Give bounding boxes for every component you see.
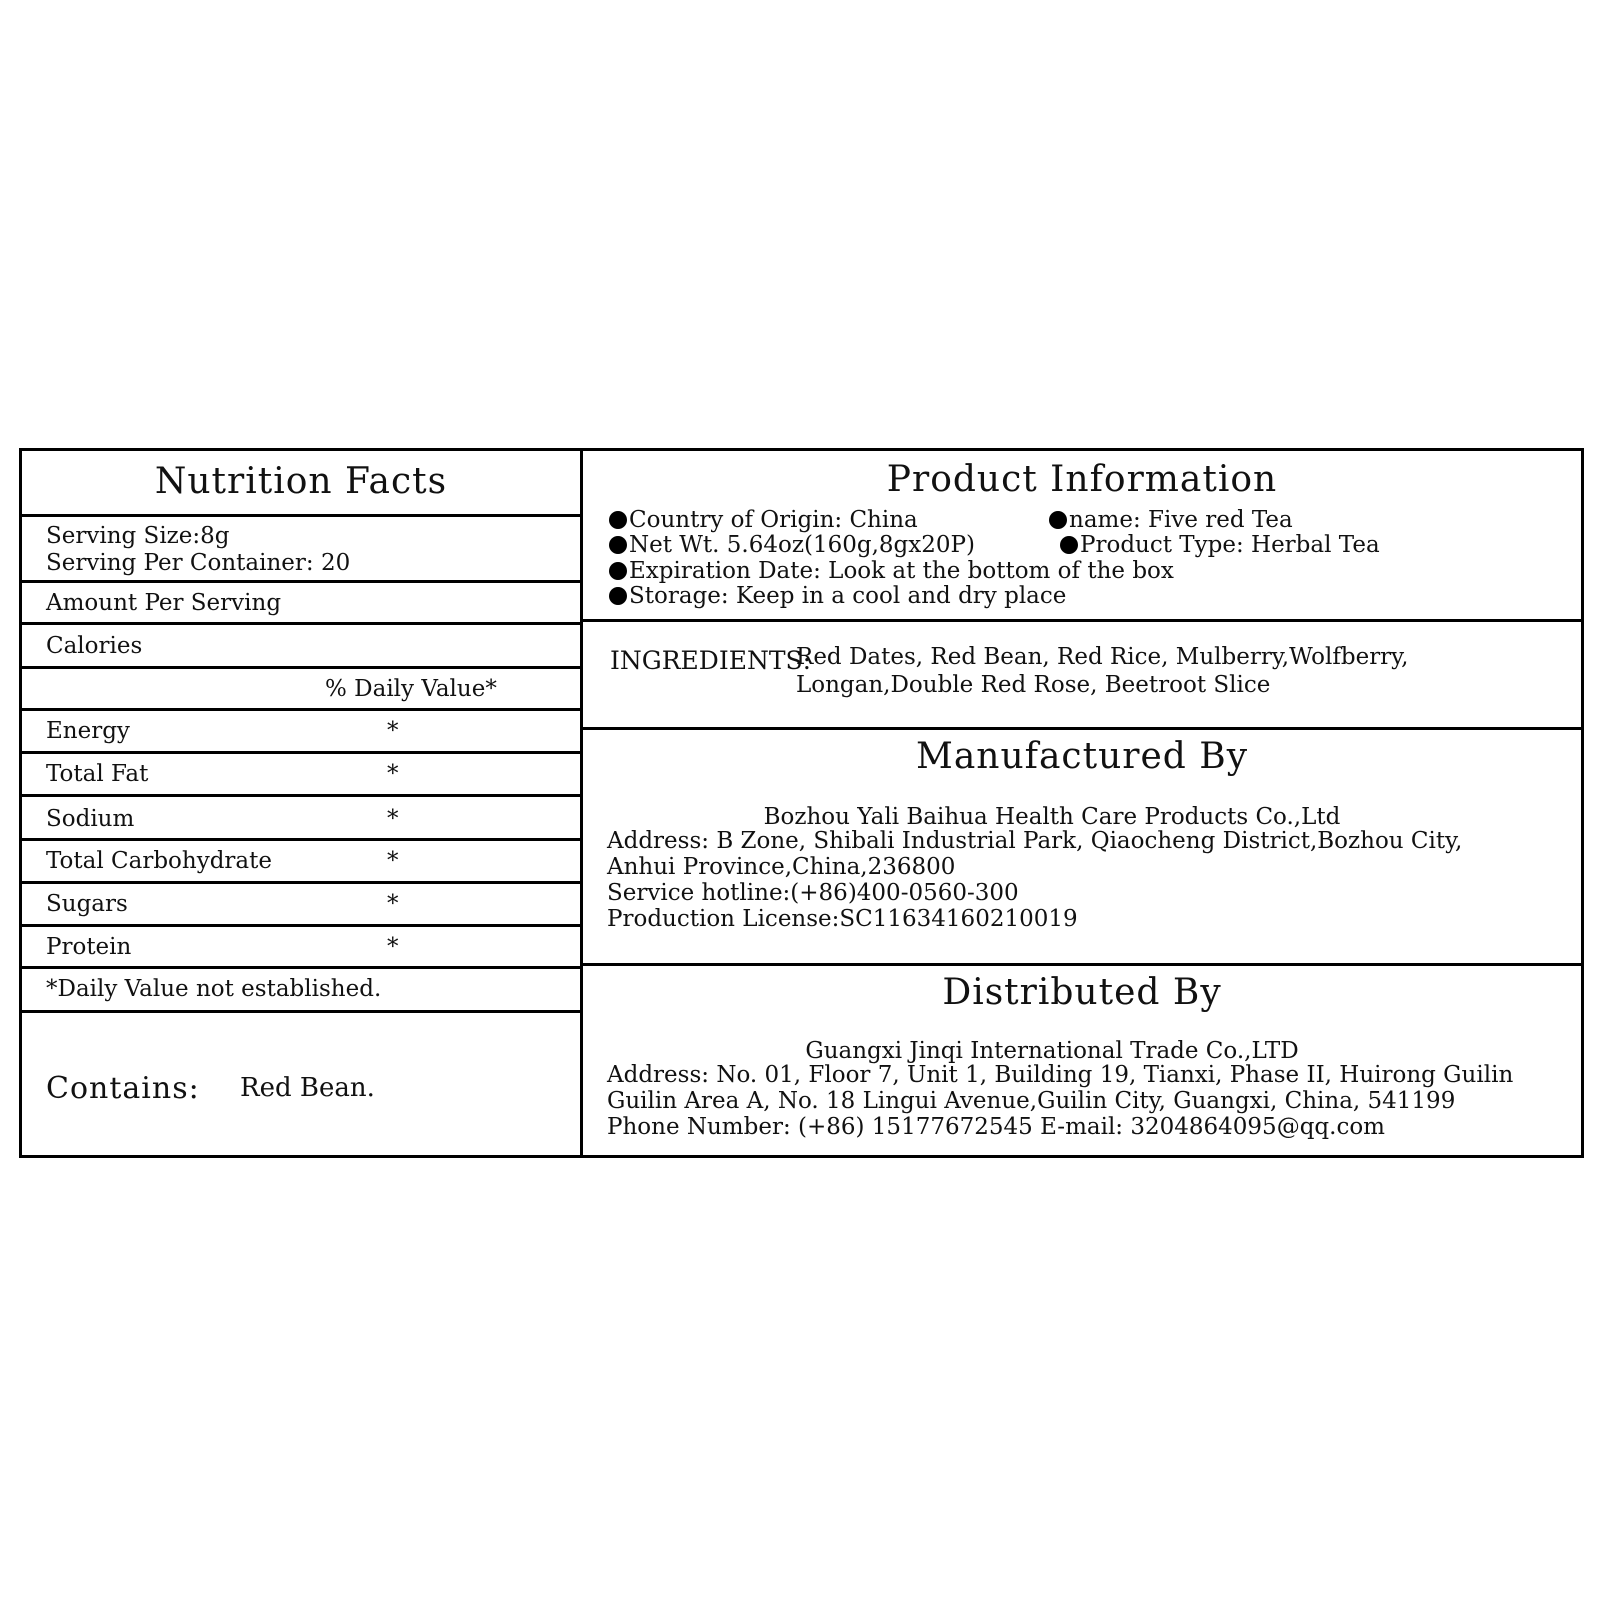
product-label xyxy=(19,448,1584,1158)
nutrient-name: Protein xyxy=(46,934,132,960)
bullet-icon xyxy=(609,587,627,605)
nutrition-facts-title: Nutrition Facts xyxy=(22,451,580,517)
production-license: Production License:SC11634160210019 xyxy=(607,906,1078,932)
nutrient-name: Total Fat xyxy=(46,761,149,787)
nutrient-value: * xyxy=(387,934,399,960)
daily-value-footnote: *Daily Value not established. xyxy=(22,969,580,1013)
ingredients-line-2: Longan,Double Red Rose, Beetroot Slice xyxy=(796,672,1271,698)
calories-label: Calories xyxy=(22,625,580,669)
contains-value: Red Bean. xyxy=(240,1073,375,1103)
bullet-icon xyxy=(609,511,627,529)
bullet-icon xyxy=(609,536,627,554)
ingredients-label: INGREDIENTS: xyxy=(610,646,812,675)
manufacturer-section xyxy=(583,730,1581,966)
allergen-contains xyxy=(22,1013,580,1158)
nutrient-name: Energy xyxy=(46,718,130,744)
serving-info xyxy=(22,517,580,583)
service-hotline: Service hotline:(+86)400-0560-300 xyxy=(607,880,1019,906)
amount-per-serving: Amount Per Serving xyxy=(22,583,580,625)
bullet-icon xyxy=(609,562,627,580)
manufacturer-address-1: Address: B Zone, Shibali Industrial Park, Qiaocheng District,Bozhou City, xyxy=(607,828,1463,854)
manufacturer-address-2: Anhui Province,China,236800 xyxy=(607,854,956,880)
nutrient-name: Total Carbohydrate xyxy=(46,848,272,874)
product-type-text: Product Type: Herbal Tea xyxy=(1080,532,1380,558)
country-text: Country of Origin: China xyxy=(629,507,918,533)
distributor-address-1: Address: No. 01, Floor 7, Unit 1, Building 19, Tianxi, Phase II, Huirong Guilin xyxy=(607,1062,1514,1088)
serving-size: Serving Size:8g xyxy=(46,523,230,549)
manufacturer-title: Manufactured By xyxy=(915,736,1249,777)
nutrient-value: * xyxy=(387,806,399,832)
country-of-origin xyxy=(609,507,918,533)
nutrition-facts-panel xyxy=(22,451,583,1155)
product-name xyxy=(1049,507,1293,533)
nutrient-name: Sodium xyxy=(46,806,135,832)
distributor-company: Guangxi Jinqi International Trade Co.,LTD xyxy=(805,1038,1299,1064)
storage xyxy=(609,583,1066,609)
bullet-icon xyxy=(1060,536,1078,554)
contains-label: Contains: xyxy=(46,1071,200,1106)
distributor-title: Distributed By xyxy=(942,972,1222,1013)
serving-per-container: Serving Per Container: 20 xyxy=(46,550,351,576)
product-type xyxy=(1060,532,1380,558)
nutrient-name: Sugars xyxy=(46,891,128,917)
nutrient-row xyxy=(22,711,580,754)
distributor-contact: Phone Number: (+86) 15177672545 E-mail: 3204864095@qq.com xyxy=(607,1114,1385,1140)
storage-text: Storage: Keep in a cool and dry place xyxy=(629,583,1067,609)
nutrient-value: * xyxy=(387,718,399,744)
distributor-address-2: Guilin Area A, No. 18 Lingui Avenue,Guilin City, Guangxi, China, 541199 xyxy=(607,1088,1456,1114)
nutrient-value: * xyxy=(387,891,399,917)
bullet-icon xyxy=(1049,511,1067,529)
nutrient-row xyxy=(22,927,580,969)
nutrient-row xyxy=(22,754,580,797)
ingredients-line-1: Red Dates, Red Bean, Red Rice, Mulberry,Wolfberry, xyxy=(796,644,1409,670)
manufacturer-company: Bozhou Yali Baihua Health Care Products Co.,Ltd xyxy=(763,804,1341,830)
daily-value-header xyxy=(22,669,580,711)
nutrient-row xyxy=(22,797,580,841)
info-panel xyxy=(583,451,1581,1155)
product-information-section xyxy=(583,451,1581,622)
net-weight xyxy=(609,532,975,558)
expiration-text: Expiration Date: Look at the bottom of the box xyxy=(629,558,1174,584)
expiration-date xyxy=(609,558,1174,584)
nutrient-value: * xyxy=(387,848,399,874)
nutrient-row xyxy=(22,841,580,884)
ingredients-section xyxy=(583,622,1581,730)
product-information-title: Product Information xyxy=(886,459,1278,500)
product-name-text: name: Five red Tea xyxy=(1069,507,1293,533)
distributor-section xyxy=(583,966,1581,1158)
daily-value-label: % Daily Value* xyxy=(325,676,497,702)
net-weight-text: Net Wt. 5.64oz(160g,8gx20P) xyxy=(629,532,975,558)
nutrient-row xyxy=(22,884,580,927)
nutrient-value: * xyxy=(387,761,399,787)
